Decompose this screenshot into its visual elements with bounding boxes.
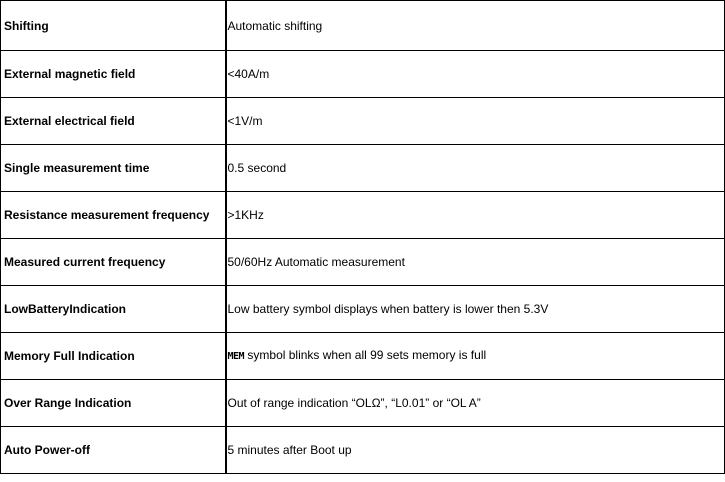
table-row: [1, 51, 725, 98]
table-row: [1, 333, 725, 380]
table-row: [1, 286, 725, 333]
table-row: [1, 192, 725, 239]
spec-value: 5 minutes after Boot up: [226, 427, 725, 474]
spec-value: <1V/m: [226, 98, 725, 145]
spec-label: Shifting: [1, 1, 226, 51]
spec-label: Single measurement time: [1, 145, 226, 192]
spec-label: Over Range Indication: [1, 380, 226, 427]
spec-label: Resistance measurement frequency: [1, 192, 226, 239]
spec-label: Memory Full Indication: [1, 333, 226, 380]
table-row: [1, 380, 725, 427]
table-row: [1, 239, 725, 286]
table-row: [1, 1, 725, 51]
spec-label: Auto Power-off: [1, 427, 226, 474]
table-row: [1, 145, 725, 192]
table-row: [1, 98, 725, 145]
spec-value-text: symbol blinks when all 99 sets memory is full: [244, 348, 487, 362]
spec-label: External magnetic field: [1, 51, 226, 98]
spec-value-memory: [226, 333, 725, 380]
spec-label: LowBatteryIndication: [1, 286, 226, 333]
spec-value: Low battery symbol displays when battery is lower then 5.3V: [226, 286, 725, 333]
spec-label: Measured current frequency: [1, 239, 226, 286]
spec-label: External electrical field: [1, 98, 226, 145]
table-row: [1, 427, 725, 474]
spec-value: Automatic shifting: [226, 1, 725, 51]
spec-value: 0.5 second: [226, 145, 725, 192]
spec-value: <40A/m: [226, 51, 725, 98]
mem-symbol: MEM: [227, 351, 245, 362]
spec-value: Out of range indication “OLΩ”, “L0.01” or “OL A”: [226, 380, 725, 427]
spec-value: >1KHz: [226, 192, 725, 239]
spec-value: 50/60Hz Automatic measurement: [226, 239, 725, 286]
